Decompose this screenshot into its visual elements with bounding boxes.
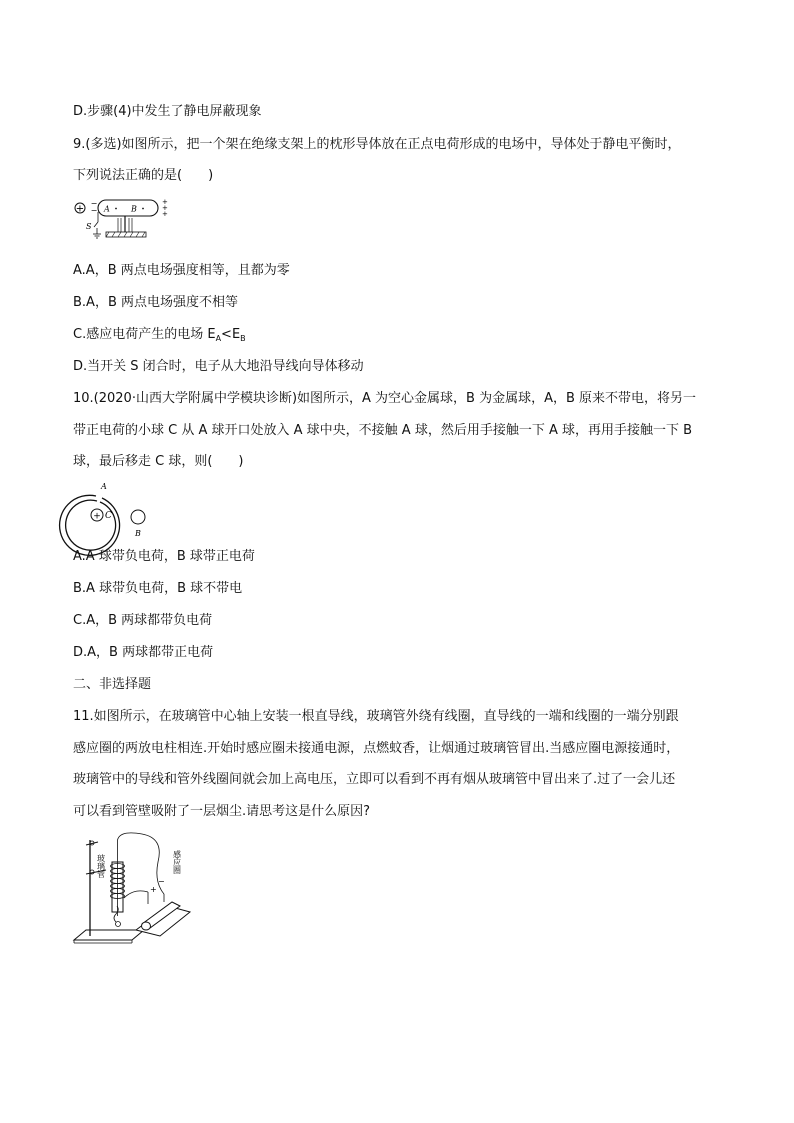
- svg-text:−: −: [158, 877, 165, 886]
- switch-s: [94, 222, 98, 227]
- q10-option-d: D.A，B 两球都带正电荷: [73, 645, 214, 660]
- base-plate: [74, 930, 144, 940]
- q11-stem-line1: 11.如图所示，在玻璃管中心轴上安装一根直导线，玻璃管外绕有线圈，直导线的一端和线圈的一端分别跟: [73, 709, 679, 724]
- q10-option-a: A.A 球带负电荷，B 球带正电荷: [73, 549, 255, 564]
- q9-option-d: D.当开关 S 闭合时，电子从大地沿导线向导体移动: [73, 359, 364, 374]
- svg-text:A: A: [104, 204, 110, 214]
- svg-text:B: B: [131, 204, 137, 214]
- q10-stem-line1: 10.(2020·山西大学附属中学模块诊断)如图所示，A 为空心金属球，B 为金属球，A，B 原来不带电，将另一: [73, 391, 697, 406]
- svg-text:−: −: [90, 206, 98, 215]
- svg-text:−: −: [90, 199, 98, 208]
- svg-text:+: +: [162, 204, 168, 212]
- q9-option-a: A.A，B 两点电场强度相等，且都为零: [73, 263, 290, 278]
- svg-text:A: A: [101, 482, 107, 491]
- sphere-b: [131, 510, 145, 524]
- mosquito-coil: [116, 922, 121, 927]
- q11-stem-line3: 玻璃管中的导线和管外线圈间就会加上高电压，立即可以看到不再有烟从玻璃管中冒出来了.过了一会儿还: [73, 772, 676, 787]
- hollow-sphere-a-inner: [66, 500, 116, 550]
- q11-stem-line4: 可以看到管壁吸附了一层烟尘.请思考这是什么原因?: [73, 804, 371, 819]
- q9-option-c: C.感应电荷产生的电场 $E_A<E_B$: [73, 327, 246, 343]
- q10-stem-line2: 带正电荷的小球 C 从 A 球开口处放入 A 球中央，不接触 A 球，然后用手接触一下 A 球，再用手接触一下 B: [73, 423, 693, 438]
- svg-text:+: +: [93, 511, 101, 522]
- svg-text:+: +: [162, 210, 168, 218]
- q11-figure: [72, 832, 192, 944]
- q9-point-charge-plus: +: [75, 203, 85, 215]
- q9-stem-line2: 下列说法正确的是( ): [73, 168, 214, 183]
- q10-figure: [68, 476, 158, 546]
- svg-text:+: +: [150, 885, 157, 894]
- q10-option-c: C.A，B 两球都带负电荷: [73, 613, 213, 628]
- svg-text:+: +: [162, 198, 168, 206]
- section-title: 二、非选择题: [73, 677, 152, 692]
- q9-option-b: B.A，B 两点电场强度不相等: [73, 295, 238, 310]
- svg-text:S: S: [86, 222, 92, 231]
- hollow-sphere-a-outer: [60, 495, 120, 555]
- q8-option-d: D.步骤(4)中发生了静电屏蔽现象: [73, 104, 262, 119]
- q9-figure: [73, 196, 173, 246]
- label-glass-tube: 玻璃管: [96, 854, 106, 878]
- q10-stem-line3: 球，最后移走 C 球，则( ): [73, 454, 244, 469]
- q9-stem-line1: 9.(多选)如图所示，把一个架在绝缘支架上的枕形导体放在正点电荷形成的电场中，导体处于静电平衡时，: [73, 137, 681, 152]
- label-induction-coil: 感应圈: [172, 850, 182, 874]
- svg-text:B: B: [135, 529, 141, 538]
- q10-option-b: B.A 球带负电荷，B 球不带电: [73, 581, 243, 596]
- q11-stem-line2: 感应圈的两放电柱相连.开始时感应圈未接通电源，点燃蚊香，让烟通过玻璃管冒出.当感应圈电源接通时，: [73, 741, 680, 756]
- svg-text:C: C: [105, 511, 112, 521]
